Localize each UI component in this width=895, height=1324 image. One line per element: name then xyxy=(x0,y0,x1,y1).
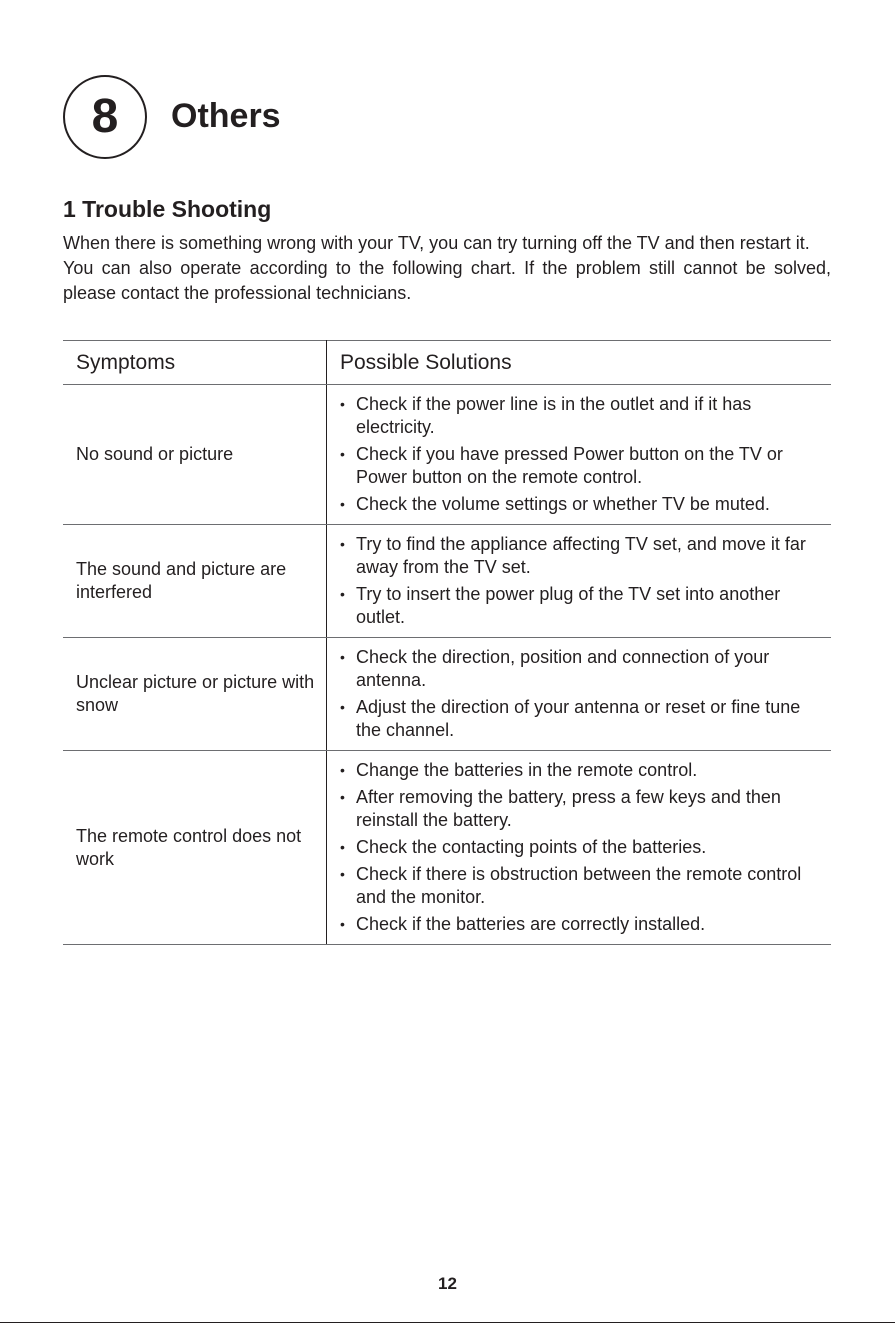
solution-item: • Try to find the appliance affecting TV set, and move it far away from the TV set. xyxy=(340,533,823,579)
solution-item: • Adjust the direction of your antenna or reset or fine tune the channel. xyxy=(340,696,823,742)
solution-list xyxy=(340,533,823,629)
header-possible-solutions: Possible Solutions xyxy=(327,341,832,385)
solution-item: • Check if the batteries are correctly installed. xyxy=(340,913,823,936)
symptom-cell: Unclear picture or picture with snow xyxy=(63,638,327,751)
table-row xyxy=(63,751,831,945)
table-row xyxy=(63,638,831,751)
solution-item: • After removing the battery, press a few keys and then reinstall the battery. xyxy=(340,786,823,832)
table-row xyxy=(63,525,831,638)
solution-item: • Try to insert the power plug of the TV set into another outlet. xyxy=(340,583,823,629)
symptom-cell: The remote control does not work xyxy=(63,751,327,945)
solution-item: • Change the batteries in the remote control. xyxy=(340,759,823,782)
intro-paragraph: When there is something wrong with your TV, you can try turning off the TV and then restart it. xyxy=(63,233,810,253)
bottom-rule xyxy=(0,1322,895,1323)
chapter-number-badge: 8 xyxy=(63,75,147,159)
solution-item: • Check the volume settings or whether TV be muted. xyxy=(340,493,823,516)
solution-item: • Check the direction, position and connection of your antenna. xyxy=(340,646,823,692)
solutions-cell xyxy=(327,751,832,945)
intro-text xyxy=(63,231,831,306)
table-row xyxy=(63,385,831,525)
page-number: 12 xyxy=(438,1274,457,1293)
intro-paragraph: You can also operate according to the following chart. If the problem still cannot be solved, please contact the professional technicians. xyxy=(63,258,831,303)
chapter-title: Others xyxy=(171,97,281,135)
symptom-cell: The sound and picture are interfered xyxy=(63,525,327,638)
troubleshooting-table xyxy=(63,340,831,945)
solution-item: • Check if the power line is in the outlet and if it has electricity. xyxy=(340,393,823,439)
header-symptoms: Symptoms xyxy=(63,341,327,385)
symptom-cell: No sound or picture xyxy=(63,385,327,525)
solutions-cell xyxy=(327,385,832,525)
solutions-cell xyxy=(327,638,832,751)
section-heading: 1 Trouble Shooting xyxy=(63,196,272,222)
solution-list xyxy=(340,759,823,936)
solution-list xyxy=(340,646,823,742)
solution-item: • Check the contacting points of the batteries. xyxy=(340,836,823,859)
solution-list xyxy=(340,393,823,516)
solution-item: • Check if there is obstruction between the remote control and the monitor. xyxy=(340,863,823,909)
solutions-cell xyxy=(327,525,832,638)
table-header-row xyxy=(63,341,831,385)
solution-item: • Check if you have pressed Power button on the TV or Power button on the remote control. xyxy=(340,443,823,489)
